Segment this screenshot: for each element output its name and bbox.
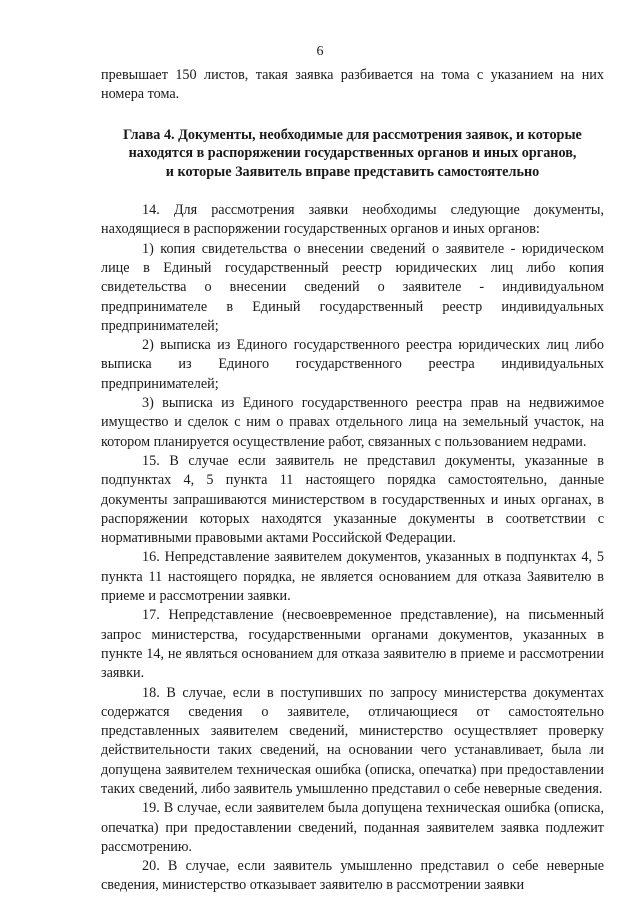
paragraph-15: 15. В случае если заявитель не представил документы, указанные в подпунктах 4, 5 пункта 11 настоящего порядка самостоятельно, данные документы запрашиваются министерством в государственных и иных органах, в распоряжении которых находятся указанные документы в соответствии с нормативными правовыми актами Российской Федерации. [101, 452, 604, 547]
chapter-heading-line: находятся в распоряжении государственных органов и иных органов, [128, 145, 577, 162]
list-item-1: 1) копия свидетельства о внесении сведений о заявителе - юридическом лице в Единый государственный реестр юридических лиц либо копия свидетельства о внесении сведений о заявителе - индивидуальном предпринимателе в Единый государственный реестр индивидуальных предпринимателей; [101, 240, 604, 334]
paragraph-18: 18. В случае, если в поступивших по запросу министерства документах содержатся сведения о заявителе, отличающиеся от самостоятельно представленных заявителем сведений, министерство осуществляет проверку действительности таких сведений, на основании чего устанавливает, была ли допущена заявителем техническая ошибка (описка, опечатка) при предоставлении таких сведений, либо заявитель умышленно представил о себе неверные сведения. [101, 684, 604, 797]
document-body [101, 66, 604, 896]
paragraph-14: 14. Для рассмотрения заявки необходимы следующие документы, находящиеся в распоряжении государственных органов и иных органов: [101, 202, 604, 238]
list-item-3: 3) выписка из Единого государственного реестра прав на недвижимое имущество и сделок с ним о правах отдельного лица на земельный участок, на котором планируется осуществление работ, связанных с пользованием недрами. [101, 395, 604, 450]
chapter-heading [101, 126, 604, 182]
chapter-heading-line: и которые Заявитель вправе представить самостоятельно [165, 163, 540, 180]
list-item-2: 2) выписка из Единого государственного реестра юридических лиц либо выписка из Единого государственного реестра индивидуальных предпринимателей; [101, 337, 604, 392]
paragraph-19: 19. В случае, если заявителем была допущена техническая ошибка (описка, опечатка) при предоставлении сведений, поданная заявителем заявка подлежит рассмотрению. [101, 800, 604, 855]
paragraph-16: 16. Непредставление заявителем документов, указанных в подпунктах 4, 5 пункта 11 настоящего порядка, не является основанием для отказа Заявителю в приеме и рассмотрении заявки. [101, 549, 604, 605]
page-number: 6 [316, 44, 324, 59]
paragraph-20: 20. В случае, если заявитель умышленно представил о себе неверные сведения, министерство отказывает заявителю в рассмотрении заявки [101, 858, 604, 894]
paragraph-continuation: превышает 150 листов, такая заявка разбивается на тома с указанием на них номера тома. [101, 67, 604, 103]
paragraph-17: 17. Непредставление (несвоевременное представление), на письменный запрос министерства, государственными органами документов, указанных в пункте 14, не являться основанием для отказа заявителю в приеме и рассмотрении заявки. [101, 607, 604, 682]
chapter-heading-line: Глава 4. Документы, необходимые для рассмотрения заявок, и которые [123, 126, 582, 143]
